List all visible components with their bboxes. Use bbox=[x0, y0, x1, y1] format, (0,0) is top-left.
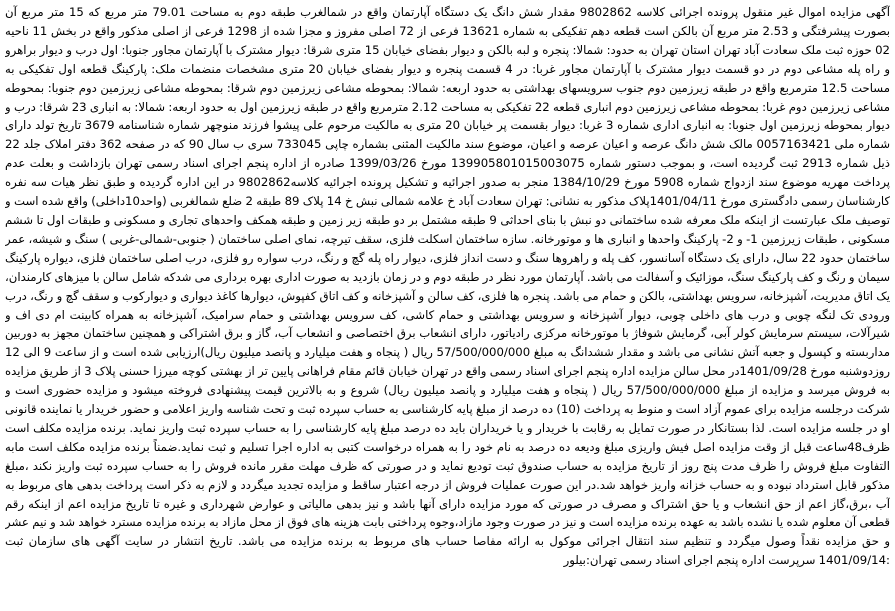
auction-notice bbox=[5, 3, 890, 609]
auction-notice-text: آگهی مزایده اموال غیر منقول پرونده اجرائی کلاسه 9802862 مقدار شش دانگ یک دستگاه آپارتمان واقع در شمالغرب طبقه دوم به مساحت 79.01 متر مربع که 15 متر مربع آن بصورت پیشرفتگی و 2.53 متر مربع آن بالکن است قطعه دهم تفکیکی به شماره 13621 فرعی از 72 اصلی مفروز و مجزا شده از 1298 فرعی از اصلی مذکور واقع در بخش 11 ناحیه 02 حوزه ثبت ملک سعادت آباد تهران استان تهران به حدود: شمالا: پنجره و لبه بالکن و دیوار بفضای خیابان 15 متری شرقا: دیوار مشترک با آپارتمان مجاور جنوبا: اول درب و دیوار براهرو و راه پله مشاعی دوم در دو قسمت دیوار مشترک با آپارتمان مجاور غربا: در 4 قسمت پنجره و دیوار بفضای خیابان 20 متری مشخصات منضمات ملک: پارکینگ قطعه اول تفکیکی به مساحت 12.5 مترمربع واقع در طبقه زیرزمین دوم جنوب سرویسهای بهداشتی به حدود اربعه: شمالا: بمحوطه مشاعی زیرزمین دوم شرقا: بمحوطه مشاعی زیرزمین دوم جنوبا: بمحوطه مشاعی زیرزمین دوم غربا: بمحوطه مشاعی زیرزمین دوم انباری قطعه 22 تفکیکی به مساحت 2.12 مترمربع واقع در طبقه زیرزمین اول به حدود اربعه: شمالا: به انباری 23 شرقا: درب و دیوار بمحوطه زیرزمین اول جنوبا: به انباری اداری شماره 3 غربا: دیوار بقسمت پر خیابان 20 متری به مالکیت مرحوم علی پیشوا فرزند منوچهر شماره شناسنامه 3679 تاریخ تولد دارای شماره ملی 0057163421 مالک شش دانگ عرصه و اعیان عرصه و اعیان، موضوع سند مالکیت المثنی بشماره چاپی 733045 سری ب سال 90 که در صفحه 362 دفتر املاک جلد 22 ذیل شماره 2913 ثبت گردیده است، و بموجب دستور شماره 139905801015003075 مورخ 1399/03/26 صادره از اداره پنجم اجرای اسناد رسمی تهران بازداشت و بعلت عدم پرداخت مهریه موضوع سند ازدواج شماره 5908 مورخ 1384/10/29 منجر به صدور اجرائیه و تشکیل پرونده اجرائیه کلاسه9802862 در این اداره گردیده و طبق نظر هیات سه نفره کارشناسان رسمی دادگستری مورخ 1401/04/11پلاک مذکور به نشانی: تهران سعادت آباد خ علامه شمالی نبش خ 14 پلاک 89 طبقه 2 ضلع شمالغربی (واحد10داخلی) واقع شده است و توصیف ملک عبارتست از اینکه ملک معرفه شده ساختمانی دو نبش با بنای احداثی 9 طبقه مشتمل بر دو طبقه زیر زمین و طبقه همکف واحدهای تجاری و مسکونی و طبقات اول تا ششم مسکونی ، طبقات زیرزمین 1- و 2- پارکینگ واحدها و انباری ها و موتورخانه. سازه ساختمان اسکلت فلزی، سقف تیرچه، نمای اصلی ساختمان ( جنوبی-شمالی-غربی ) سنگ و شیشه، عمر ساختمان حدود 22 سال، دارای یک دستگاه آسانسور، کف پله و راهروها سنگ و دست انداز فلزی، دیوار راه پله گچ و رنگ، درب سواره رو فلزی، درب اصلی ساختمان فلزی، دیواره پارکینگ سیمان و رنگ و کف پارکینگ سنگ، موزائیک و آسفالت می باشد. آپارتمان مورد نظر در طبقه دوم و در زمان بازدید به صورت اداری بهره برداری می شدکه شامل سالن با میزهای کارمندان، یک اتاق مدیریت، آشپزخانه، سرویس بهداشتی، بالکن و حمام می باشد. پنجره ها فلزی، کف سالن و آشپزخانه و کف اتاق کفپوش، دیوارها کاغذ دیواری و دیوارکوب و سقف گچ و رنگ، درب ورودی تک لنگه چوبی و درب های داخلی چوبی، دیوار آشپزخانه و سرویس بهداشتی و حمام کاشی، کف سرویس بهداشتی و حمام سرامیک، آشپزخانه به همراه کابینت ام دی اف و شیرآلات، سیستم سرمایش کولر آبی، گرمایش شوفاژ با موتورخانه مرکزی رادیاتور، دارای انشعاب برق اختصاصی و انشعاب آب، گاز و برق اشتراکی و همچنین ساختمان مجهز به دوربین مداربسته و کپسول و جعبه آتش نشانی می باشد و مقدار ششدانگ به مبلغ 57/500/000/000 ریال ( پنجاه و هفت میلیارد و پانصد میلیون ریال)ارزیابی شده است و از ساعت 9 الی 12 روزدوشنبه مورخ 1401/09/28در محل سالن مزایده اداره پنجم اجرای اسناد رسمی واقع در تهران خیابان قائم مقام فراهانی پایین تر از بهشتی کوچه میرزا حسنی پلاک 3 از طریق مزایده به فروش میرسد و مزایده از مبلغ 57/500/000/000 ریال ( پنجاه و هفت میلیارد و پانصد میلیون ریال) شروع و به بالاترین قیمت پیشنهادی فروخته میشود و مزایده حضوری است و شرکت درجلسه مزایده برای عموم آزاد است و منوط به پرداخت (10) ده درصد از مبلغ پایه کارشناسی به حساب سپرده ثبت و تحت شناسه واریز اعلامی و حضور خریدار یا نماینده قانونی او در جلسه مزایده است. لذا بستانکار در صورت تمایل به رقابت با خریدار و یا خریداران باید ده درصد مبلغ پایه کارشناسی را به حساب سپرده ثبت واریز نماید. برنده مزایده مکلف است ظرف48ساعت قبل از وقت مزایده اصل فیش واریزی مبلغ ودیعه ده درصد به نام خود را به همراه درخواست کتبی به اداره اجرا تسلیم و ثبت نماید.ضمناً برنده مزایده مکلف است مابه التفاوت مبلغ فروش را ظرف مدت پنج روز از تاریخ مزایده به حساب صندوق ثبت تودیع نماید و در صورتی که ظرف مهلت مقرر مانده فروش را به حساب سپرده ثبت واریز نکند ،مبلغ مذکور قابل استرداد نبوده و به حساب خزانه واریز خواهد شد.در این صورت عملیات فروش از درجه اعتبار ساقط و مزایده تجدید میگردد و لازم به ذکر است پرداخت بدهی های مربوط به آب ،برق،گاز اعم از حق انشعاب و یا حق اشتراک و مصرف در صورتی که مورد مزایده دارای آنها باشد و نیز بدهی مالیاتی و عوارض شهرداری و غیره تا تاریخ مزایده اعم از اینکه رقم قطعی آن معلوم شده یا نشده باشد به عهده برنده مزایده است و نیز در صورت وجود مازاد،وجوه پرداختی بابت هزینه های فوق از محل مازاد به برنده مزایده مسترد خواهد شد و نیم عشر و حق مزایده نقداً وصول میگردد و تنظیم سند انتقال اجرائی موکول به ارائه مفاصا حساب های مربوط به برنده مزایده می باشد. تاریخ انتشار در سایت آگهی های سازمان ثبت :1401/09/14 سرپرست اداره پنجم اجرای اسناد رسمی تهران:بیلور bbox=[5, 5, 890, 568]
